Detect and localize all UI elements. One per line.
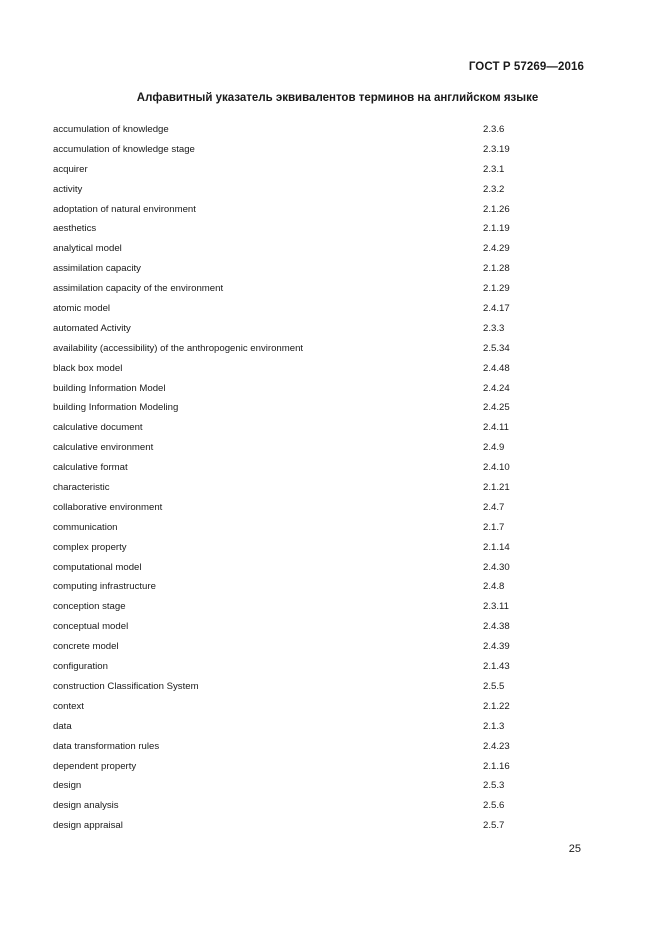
- index-entry: [53, 478, 593, 498]
- index-reference: 2.4.38: [483, 621, 510, 633]
- index-entry: [53, 458, 593, 478]
- index-term: calculative format: [53, 462, 128, 474]
- index-reference: 2.5.5: [483, 680, 505, 692]
- term-index: [53, 120, 593, 836]
- index-entry: [53, 757, 593, 777]
- index-entry: [53, 259, 593, 279]
- index-entry: [53, 200, 593, 220]
- index-reference: 2.1.26: [483, 203, 510, 215]
- index-reference: 2.1.16: [483, 760, 510, 772]
- standard-code: ГОСТ Р 57269—2016: [468, 61, 584, 73]
- index-term: data transformation rules: [53, 740, 160, 752]
- index-entry: [53, 796, 593, 816]
- index-entry: [53, 379, 593, 399]
- index-reference: 2.1.21: [483, 482, 510, 494]
- index-entry: [53, 319, 593, 339]
- index-term: dependent property: [53, 760, 137, 772]
- index-entry: [53, 160, 593, 180]
- index-term: assimilation capacity: [53, 263, 141, 275]
- index-reference: 2.4.29: [483, 243, 510, 255]
- index-reference: 2.1.43: [483, 661, 510, 673]
- index-term: concrete model: [53, 641, 119, 653]
- index-term: design appraisal: [53, 820, 123, 832]
- index-term: atomic model: [53, 303, 111, 315]
- index-entry: [53, 299, 593, 319]
- index-term: analytical model: [53, 243, 122, 255]
- index-reference: 2.4.39: [483, 641, 510, 653]
- index-reference: 2.5.6: [483, 800, 505, 812]
- index-term: aesthetics: [53, 223, 97, 235]
- index-reference: 2.5.7: [483, 820, 505, 832]
- index-term: conception stage: [53, 601, 126, 613]
- index-reference: 2.4.17: [483, 303, 510, 315]
- index-entry: [53, 418, 593, 438]
- index-entry: [53, 657, 593, 677]
- index-reference: 2.4.24: [483, 382, 510, 394]
- index-term: acquirer: [53, 163, 88, 175]
- index-term: design: [53, 780, 82, 792]
- index-entry: [53, 518, 593, 538]
- index-entry: [53, 697, 593, 717]
- index-entry: [53, 398, 593, 418]
- index-reference: 2.1.19: [483, 223, 510, 235]
- index-term: communication: [53, 521, 118, 533]
- index-reference: 2.1.7: [483, 521, 505, 533]
- index-term: context: [53, 700, 84, 712]
- index-reference: 2.1.3: [483, 720, 505, 732]
- index-reference: 2.3.2: [483, 183, 505, 195]
- index-term: activity: [53, 183, 83, 195]
- page-number: 25: [568, 843, 581, 855]
- index-reference: 2.5.34: [483, 342, 510, 354]
- index-reference: 2.1.29: [483, 283, 510, 295]
- index-entry: [53, 140, 593, 160]
- index-term: assimilation capacity of the environment: [53, 283, 224, 295]
- index-reference: 2.3.3: [483, 322, 505, 334]
- index-entry: [53, 279, 593, 299]
- index-reference: 2.5.3: [483, 780, 505, 792]
- index-term: characteristic: [53, 482, 110, 494]
- index-entry: [53, 617, 593, 637]
- index-reference: 2.4.30: [483, 561, 510, 573]
- index-reference: 2.3.6: [483, 124, 505, 135]
- index-term: black box model: [53, 362, 123, 374]
- index-entry: [53, 538, 593, 558]
- index-reference: 2.4.8: [483, 581, 505, 593]
- index-term: availability (accessibility) of the anthropogenic environment: [53, 342, 304, 354]
- index-entry: [53, 219, 593, 239]
- index-term: computing infrastructure: [53, 581, 156, 593]
- index-term: collaborative environment: [53, 501, 163, 513]
- index-term: building Information Model: [53, 382, 166, 394]
- index-term: adoptation of natural environment: [53, 203, 196, 215]
- index-reference: 2.4.10: [483, 462, 510, 474]
- index-entry: [53, 180, 593, 200]
- index-entry: [53, 717, 593, 737]
- index-term: calculative environment: [53, 442, 154, 454]
- index-entry: [53, 498, 593, 518]
- index-entry: [53, 577, 593, 597]
- index-entry: [53, 558, 593, 578]
- index-reference: 2.3.19: [483, 143, 510, 155]
- index-entry: [53, 597, 593, 617]
- index-reference: 2.1.22: [483, 700, 510, 712]
- index-term: complex property: [53, 541, 127, 553]
- index-term: data: [53, 720, 72, 732]
- index-entry: [53, 816, 593, 836]
- index-reference: 2.4.9: [483, 442, 505, 454]
- index-entry: [53, 239, 593, 259]
- index-reference: 2.4.7: [483, 501, 505, 513]
- index-entry: [53, 776, 593, 796]
- index-reference: 2.4.23: [483, 740, 510, 752]
- index-reference: 2.4.11: [483, 422, 509, 434]
- index-term: construction Classification System: [53, 680, 199, 692]
- index-reference: 2.4.48: [483, 362, 510, 374]
- index-entry: [53, 677, 593, 697]
- index-term: accumulation of knowledge stage: [53, 143, 195, 155]
- index-term: design analysis: [53, 800, 119, 812]
- index-entry: [53, 339, 593, 359]
- index-reference: 2.3.1: [483, 163, 505, 175]
- index-term: configuration: [53, 661, 108, 673]
- index-reference: 2.1.28: [483, 263, 510, 275]
- index-reference: 2.4.25: [483, 402, 510, 414]
- page-title: Алфавитный указатель эквивалентов терминов на английском языке: [136, 92, 539, 104]
- index-entry: [53, 359, 593, 379]
- index-reference: 2.1.14: [483, 541, 510, 553]
- index-entry: [53, 120, 593, 140]
- index-entry: [53, 438, 593, 458]
- index-entry: [53, 737, 593, 757]
- index-term: conceptual model: [53, 621, 129, 633]
- index-term: building Information Modeling: [53, 402, 179, 414]
- index-reference: 2.3.11: [483, 601, 509, 613]
- index-term: accumulation of knowledge: [53, 124, 169, 135]
- index-term: computational model: [53, 561, 142, 573]
- index-term: automated Activity: [53, 322, 131, 334]
- index-term: calculative document: [53, 422, 143, 434]
- index-entry: [53, 637, 593, 657]
